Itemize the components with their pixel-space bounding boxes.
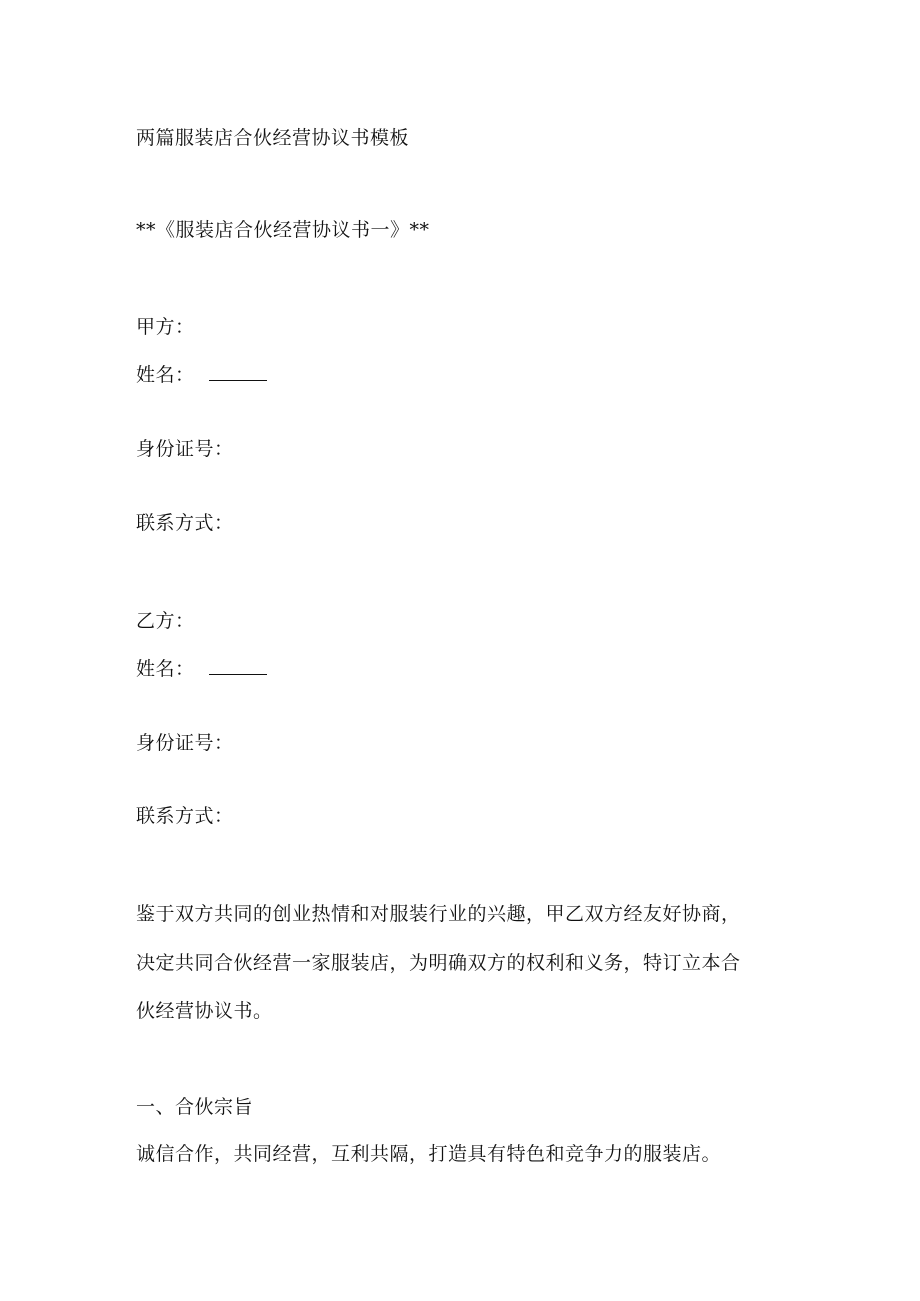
preamble-line-1: 鉴于双方共同的创业热情和对服装行业的兴趣，甲乙双方经友好协商， [136, 903, 741, 925]
party-b-name-label: 姓名： [136, 658, 195, 680]
party-a-name-row [136, 363, 267, 387]
section-1-heading: 一、合伙宗旨 [136, 1096, 254, 1118]
agreement-subtitle: **《服装店合伙经营协议书一》** [136, 219, 430, 241]
party-a-heading: 甲方： [136, 316, 195, 338]
party-b-name-blank [209, 657, 267, 675]
party-a-id-label: 身份证号： [136, 438, 234, 460]
party-b-id-label: 身份证号： [136, 732, 234, 754]
party-a-name-label: 姓名： [136, 364, 195, 386]
party-a-contact-label: 联系方式： [136, 512, 234, 534]
party-b-contact-label: 联系方式： [136, 805, 234, 827]
party-b-heading: 乙方： [136, 610, 195, 632]
section-1-body: 诚信合作，共同经营，互利共隔，打造具有特色和竞争力的服装店。 [136, 1143, 722, 1165]
party-b-name-row [136, 657, 267, 681]
preamble-line-2: 决定共同合伙经营一家服装店，为明确双方的权利和义务，特订立本合 [136, 952, 741, 974]
document-title: 两篇服装店合伙经营协议书模板 [136, 127, 410, 149]
party-a-name-blank [209, 363, 267, 381]
preamble-line-3: 伙经营协议书。 [136, 1000, 273, 1022]
